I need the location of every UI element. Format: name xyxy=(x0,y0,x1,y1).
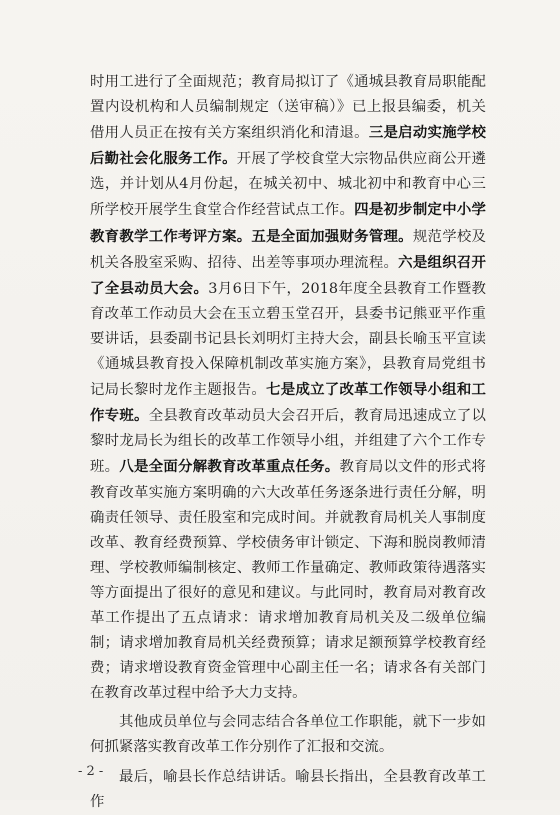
paragraph-1 xyxy=(90,70,486,706)
paragraph-3: 最后，喻县长作总结讲话。喻县长指出，全县教育改革工作 xyxy=(90,768,486,810)
bold-heading-segment: 六是组织召开了全县动员大会。 xyxy=(90,253,486,297)
text-segment: 全县教育改革动员大会召开后，教育局迅速成立了以黎时龙局长为组长的改革工作领导小组，并组建了六个工作专班。 xyxy=(90,408,486,476)
text-segment: 规范学校及机关各股室采购、招待、出差等事项办理流程。 xyxy=(90,228,486,271)
text-segment: 教育局以文件的形式将教育改革实施方案明确的六大改革任务逐条进行责任分解，明确责任领导、责任股室和完成时间。并就教育局机关人事制度改革、教育经费预算、学校债务审计锁定、下海和脱岗教师清理、学校教师编制核定、教师工作量确定、教师政策待遇落实等方面提出了很好的意见和建议。与此同时，教育局对教育改革工作提出了五点请求：请求增加教育局机关及二级单位编制；请求增加教育局机关经费预算；请求足额预算学校教育经费；请求增设教育资金管理中心副主任一名；请求各有关部门在教育改革过程中给予大力支持。 xyxy=(90,459,486,702)
text-segment: 时用工进行了全面规范；教育局拟订了《通城县教育局职能配置内设机构和人员编制规定（送审稿）》已上报县编委，机关借用人员正在按有关方案组织消化和清退。 xyxy=(90,74,486,142)
page-number: - 2 - xyxy=(78,764,104,779)
paragraph-2: 其他成员单位与会同志结合各单位工作职能，就下一步如何抓紧落实教育改革工作分别作了汇报和交流。 xyxy=(90,714,486,756)
text-segment: 3月6日下午，2018年度全县教育工作暨教育改革工作动员大会在玉立碧玉堂召开，县委书记熊亚平作重要讲话，县委副书记县长刘明灯主持大会，副县长喻玉平宣读《通城县教育投入保障机制改革实施方案》，县教育局党组书记局长黎时龙作主题报告。 xyxy=(90,280,486,399)
bold-heading-segment: 三是启动实施学校后勤社会化服务工作。 xyxy=(90,124,486,168)
bold-heading-segment: 四是初步制定中小学教育教学工作考评方案。五是全面加强财务管理。 xyxy=(90,201,486,245)
bold-heading-segment: 八是全面分解教育改革重点任务。 xyxy=(119,458,340,476)
text-segment: 开展了学校食堂大宗物品供应商公开遴选，并计划从4月份起，在城关初中、城北初中和教育中心三所学校开展学生食堂合作经营试点工作。 xyxy=(90,151,486,219)
body-text xyxy=(90,70,486,815)
bold-heading-segment: 七是成立了改革工作领导小组和工作专班。 xyxy=(90,381,486,425)
